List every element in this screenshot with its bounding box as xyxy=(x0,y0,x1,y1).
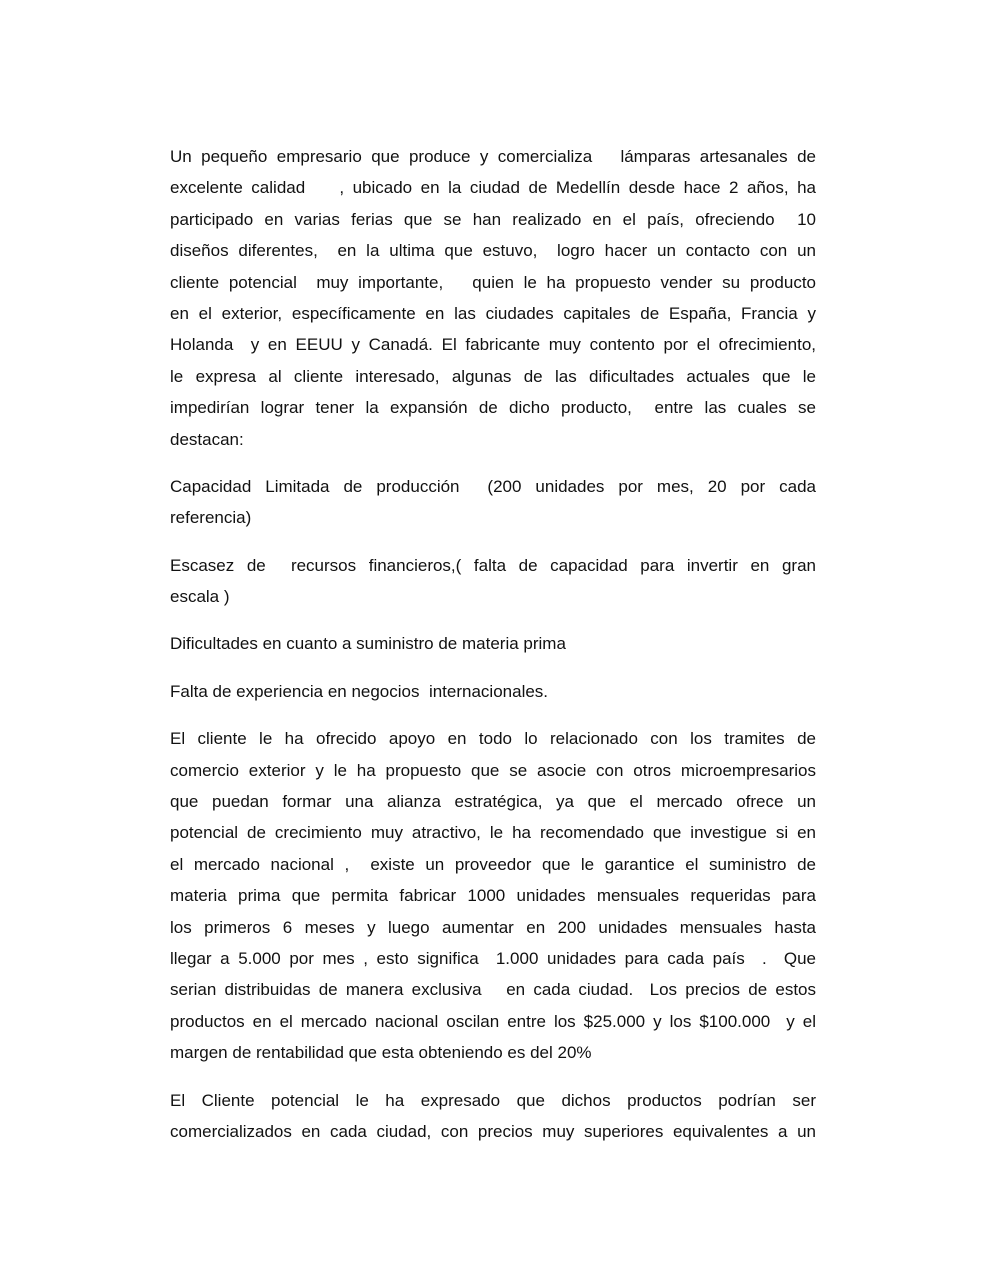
text-line: le expresa al cliente interesado, algunas de las dificultades actuales que le xyxy=(170,366,816,386)
text-line: Holanda y en EEUU y Canadá. El fabricante muy contento por el ofrecimiento, xyxy=(170,335,816,355)
text-line: en el exterior, específicamente en las ciudades capitales de España, Francia y xyxy=(170,303,816,323)
text-line: Capacidad Limitada de producción (200 unidades por mes, 20 por cada xyxy=(170,476,816,496)
text-line: diseños diferentes, en la ultima que estuvo, logro hacer un contacto con un xyxy=(170,241,816,261)
text-line: margen de rentabilidad que esta obteniendo es del 20% xyxy=(170,1043,592,1063)
text-line: los primeros 6 meses y luego aumentar en 200 unidades mensuales hasta xyxy=(170,917,816,937)
text-line: materia prima que permita fabricar 1000 unidades mensuales requeridas para xyxy=(170,886,816,906)
paragraph xyxy=(170,723,816,1068)
text-line: impedirían lograr tener la expansión de dicho producto, entre las cuales se xyxy=(170,398,816,418)
text-line: Dificultades en cuanto a suministro de materia prima xyxy=(170,634,566,654)
paragraph xyxy=(170,1085,816,1148)
paragraph xyxy=(170,628,816,659)
text-line: escala ) xyxy=(170,587,230,607)
text-line: el mercado nacional , existe un proveedor que le garantice el suministro de xyxy=(170,854,816,874)
paragraph xyxy=(170,676,816,707)
text-line: Falta de experiencia en negocios internacionales. xyxy=(170,681,549,701)
text-line: destacan: xyxy=(170,429,244,449)
text-line: comercio exterior y le ha propuesto que se asocie con otros microempresarios xyxy=(170,760,816,780)
text-line: Escasez de recursos financieros,( falta de capacidad para invertir en gran xyxy=(170,555,816,575)
paragraph xyxy=(170,471,816,534)
text-line: El Cliente potencial le ha expresado que dichos productos podrían ser xyxy=(170,1090,816,1110)
text-line: cliente potencial muy importante, quien le ha propuesto vender su producto xyxy=(170,272,816,292)
paragraph xyxy=(170,141,816,455)
paragraph xyxy=(170,550,816,613)
text-line: Un pequeño empresario que produce y comercializa lámparas artesanales de xyxy=(170,147,816,166)
text-line: comercializados en cada ciudad, con precios muy superiores equivalentes a un xyxy=(170,1121,816,1141)
document-page xyxy=(170,141,816,1163)
text-line: El cliente le ha ofrecido apoyo en todo lo relacionado con los tramites de xyxy=(170,729,816,749)
text-line: potencial de crecimiento muy atractivo, le ha recomendado que investigue si en xyxy=(170,823,816,843)
text-line: llegar a 5.000 por mes , esto significa 1.000 unidades para cada país . Que xyxy=(170,948,816,968)
text-line: excelente calidad , ubicado en la ciudad de Medellín desde hace 2 años, ha xyxy=(170,178,816,198)
text-line: participado en varias ferias que se han realizado en el país, ofreciendo 10 xyxy=(170,209,816,229)
text-line: referencia) xyxy=(170,508,252,528)
text-line: serian distribuidas de manera exclusiva en cada ciudad. Los precios de estos xyxy=(170,980,816,1000)
text-line: productos en el mercado nacional oscilan entre los $25.000 y los $100.000 y el xyxy=(170,1011,816,1031)
text-line: que puedan formar una alianza estratégica, ya que el mercado ofrece un xyxy=(170,792,816,812)
